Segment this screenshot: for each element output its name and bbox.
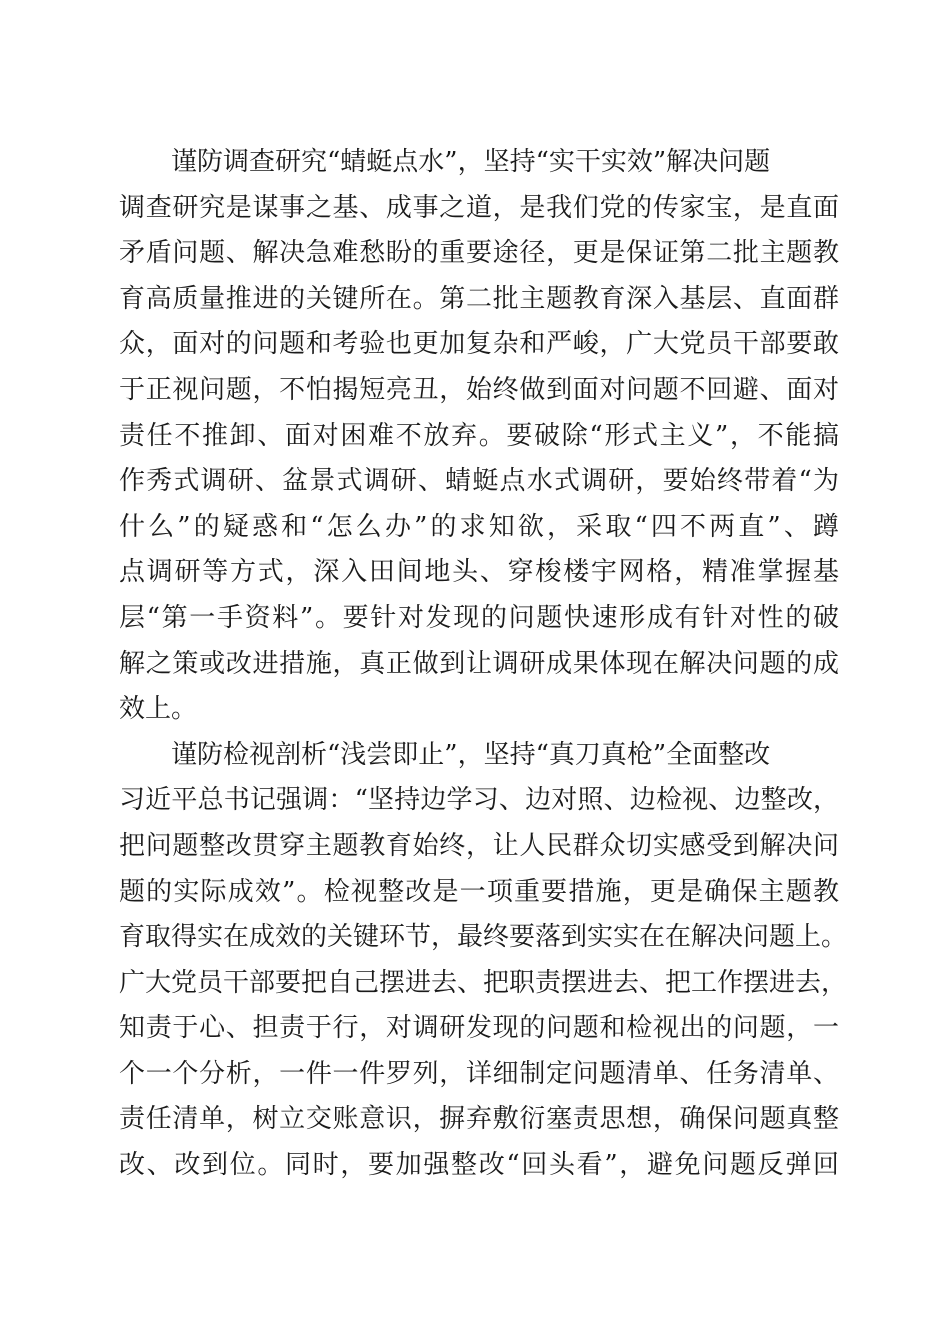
section-heading: 谨防调查研究“蜻蜓点水”，坚持“实干实效”解决问题 (171, 147, 771, 177)
document-page (119, 140, 848, 1189)
paragraph-line: 育取得实在成效的关键环节，最终要落到实实在在解决问题上。 (119, 922, 848, 953)
paragraph-line: 点调研等方式，深入田间地头、穿梭楼宇网格，精准掌握基 (119, 557, 839, 588)
paragraph-line: 众，面对的问题和考验也更加复杂和严峻，广大党员干部要敢 (119, 329, 839, 360)
paragraph-line: 效上。 (119, 694, 198, 725)
paragraph-line: 习近平总书记强调：“坚持边学习、边对照、边检视、边整改， (119, 785, 839, 816)
paragraph-line: 广大党员干部要把自己摆进去、把职责摆进去、把工作摆进去， (119, 967, 848, 998)
paragraph-line: 矛盾问题、解决急难愁盼的重要途径，更是保证第二批主题教 (119, 238, 839, 269)
paragraph-line: 改、改到位。同时，要加强整改“回头看”，避免问题反弹回 (119, 1150, 839, 1181)
paragraph-line: 把问题整改贯穿主题教育始终，让人民群众切实感受到解决问 (119, 830, 839, 861)
paragraph-line: 于正视问题，不怕揭短亮丑，始终做到面对问题不回避、面对 (119, 374, 839, 405)
paragraph-line: 作秀式调研、盆景式调研、蜻蜓点水式调研，要始终带着“为 (119, 466, 839, 497)
section-investigation (119, 140, 839, 733)
section-heading: 谨防检视剖析“浅尝即止”，坚持“真刀真枪”全面整改 (171, 739, 771, 770)
paragraph-line: 知责于心、担责于行，对调研发现的问题和检视出的问题，一 (119, 1013, 839, 1044)
paragraph-line: 题的实际成效”。检视整改是一项重要措施，更是确保主题教 (119, 876, 839, 907)
paragraph-line: 个一个分析，一件一件罗列，详细制定问题清单、任务清单、 (119, 1058, 839, 1089)
paragraph-line: 调查研究是谋事之基、成事之道，是我们党的传家宝，是直面 (119, 192, 839, 223)
paragraph-line: 什么”的疑惑和“怎么办”的求知欲，采取“四不两直”、蹲 (119, 511, 839, 542)
paragraph-line: 层“第一手资料”。要针对发现的问题快速形成有针对性的破 (119, 602, 839, 633)
paragraph-line: 解之策或改进措施，真正做到让调研成果体现在解决问题的成 (119, 648, 839, 679)
paragraph-line: 责任清单，树立交账意识，摒弃敷衍塞责思想，确保问题真整 (119, 1104, 839, 1135)
paragraph-line: 育高质量推进的关键所在。第二批主题教育深入基层、直面群 (119, 283, 839, 314)
section-inspection (119, 733, 848, 1189)
paragraph-line: 责任不推卸、面对困难不放弃。要破除“形式主义”，不能搞 (119, 420, 839, 451)
